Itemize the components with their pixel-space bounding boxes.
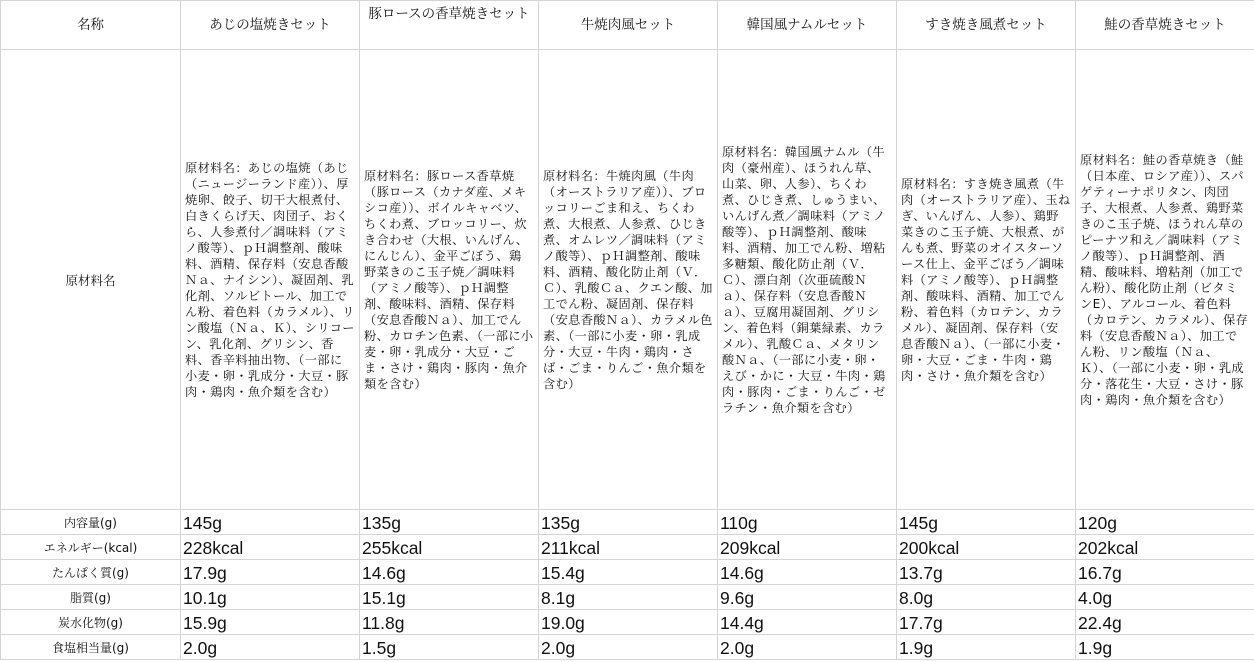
nutrition-row-protein [1,560,1254,585]
nutrient-value: 1.9g [897,635,1076,660]
ingredients-cell: 原材料名：あじの塩焼（あじ（ニュージーランド産））、厚焼卵、餃子、切干大根煮付、白きくらげ天、肉団子、おくら、人参煮付／調味料（アミノ酸等）、ｐＨ調整剤、酸味料、酒精、保存料（安息香酸Ｎａ、ナイシン）、凝固剤、乳化剤、ソルビトール、加工でん粉、着色料（カラメル）、リン酸塩（Ｎａ、Ｋ）、シリコーン、乳化剤、グリシン、香料、香辛料抽出物、（一部に小麦・卵・乳成分・大豆・豚肉・鶏肉・魚介類を含む） [181,50,360,510]
nutrient-value: 2.0g [539,635,718,660]
header-row [1,1,1254,50]
nutrient-value: 1.5g [360,635,539,660]
ingredients-label: 原材料名 [1,50,181,510]
nutrient-value: 14.6g [718,560,897,585]
nutrient-value: 110g [718,510,897,535]
nutrient-value: 202kcal [1076,535,1254,560]
product-name: 豚ロースの香草焼きセット [360,1,539,50]
nutrient-value: 2.0g [718,635,897,660]
nutrient-value: 135g [539,510,718,535]
nutrient-value: 145g [181,510,360,535]
nutrition-row-content [1,510,1254,535]
product-name: すき焼き風煮セット [897,1,1076,50]
nutrient-value: 17.9g [181,560,360,585]
nutrient-value: 11.8g [360,610,539,635]
nutrition-row-fat [1,585,1254,610]
nutrient-value: 211kcal [539,535,718,560]
nutrient-value: 15.4g [539,560,718,585]
nutrient-value: 135g [360,510,539,535]
nutrient-value: 19.0g [539,610,718,635]
product-name: あじの塩焼きセット [181,1,360,50]
nutrient-label: 脂質(g) [1,585,181,610]
nutrient-value: 145g [897,510,1076,535]
nutrient-value: 120g [1076,510,1254,535]
product-name: 牛焼肉風セット [539,1,718,50]
nutrition-row-salt [1,635,1254,660]
nutrient-value: 209kcal [718,535,897,560]
header-label: 名称 [1,1,181,50]
ingredients-row [1,50,1254,510]
nutrient-value: 17.7g [897,610,1076,635]
nutrient-value: 2.0g [181,635,360,660]
nutrient-value: 8.1g [539,585,718,610]
nutrient-value: 8.0g [897,585,1076,610]
nutrient-label: エネルギー(kcal) [1,535,181,560]
nutrient-value: 255kcal [360,535,539,560]
nutrient-label: 炭水化物(g) [1,610,181,635]
nutrient-label: 内容量(g) [1,510,181,535]
nutrient-value: 13.7g [897,560,1076,585]
product-name: 鮭の香草焼きセット [1076,1,1254,50]
ingredients-cell: 原材料名：豚ロース香草焼（豚ロース（カナダ産、メキシコ産））、ボイルキャベツ、ちくわ煮、ブロッコリー、炊き合わせ（大根、いんげん、にんじん）、金平ごぼう、鶏野菜きのこ玉子焼／調味料（アミノ酸等）、ｐＨ調整剤、酸味料、酒精、保存料（安息香酸Ｎａ）、加工でん粉、カロチン色素、（一部に小麦・卵・乳成分・大豆・ごま・さけ・鶏肉・豚肉・魚介類を含む） [360,50,539,510]
nutrient-value: 1.9g [1076,635,1254,660]
product-name: 韓国風ナムルセット [718,1,897,50]
nutrient-label: 食塩相当量(g) [1,635,181,660]
nutrient-value: 10.1g [181,585,360,610]
ingredients-cell: 原材料名：韓国風ナムル（牛肉（豪州産）、ほうれん草、山菜、卵、人参）、ちくわ煮、ひじき煮、しゅうまい、いんげん煮／調味料（アミノ酸等）、ｐＨ調整剤、酸味料、酒精、加工でん粉、増粘多糖類、酸化防止剤（Ｖ．Ｃ）、漂白剤（次亜硫酸Ｎａ）、保存料（安息香酸Ｎａ）、豆腐用凝固剤、グリシン、着色料（銅葉緑素、カラメル）、乳酸Ｃａ、メタリン酸Ｎａ、（一部に小麦・卵・えび・かに・大豆・牛肉・鶏肉・豚肉・ごま・りんご・ゼラチン・魚介類を含む） [718,50,897,510]
ingredients-cell: 原材料名：牛焼肉風（牛肉（オーストラリア産））、ブロッコリーごま和え、ちくわ煮、大根煮、人参煮、ひじき煮、オムレツ／調味料（アミノ酸等）、ｐＨ調整剤、酸味料、酒精、酸化防止剤（Ｖ．Ｃ）、乳酸Ｃａ、クエン酸、加工でん粉、凝固剤、保存料（安息香酸Ｎａ）、カラメル色素、（一部に小麦・卵・乳成分・大豆・牛肉・鶏肉・さば・ごま・りんご・魚介類を含む） [539,50,718,510]
nutrient-value: 228kcal [181,535,360,560]
nutrient-value: 14.6g [360,560,539,585]
nutrient-value: 16.7g [1076,560,1254,585]
nutrient-label: たんぱく質(g) [1,560,181,585]
nutrition-row-carbohydrate [1,610,1254,635]
nutrient-value: 15.1g [360,585,539,610]
nutrient-value: 15.9g [181,610,360,635]
ingredients-cell: 原材料名：鮭の香草焼き（鮭（日本産、ロシア産））、スパゲティーナポリタン、肉団子、大根煮、人参煮、鶏野菜きのこ玉子焼、ほうれん草のピーナツ和え／調味料（アミノ酸等）、ｐＨ調整剤、酒精、酸味料、増粘剤（加工でん粉）、酸化防止剤（ビタミンE）、アルコール、着色料（カロテン、カラメル）、保存料（安息香酸Ｎａ）、加工でん粉、リン酸塩（Ｎａ、Ｋ）、（一部に小麦・卵・乳成分・落花生・大豆・さけ・豚肉・鶏肉・魚介類を含む） [1076,50,1254,510]
nutrient-value: 4.0g [1076,585,1254,610]
nutrition-row-energy [1,535,1254,560]
ingredients-cell: 原材料名：すき焼き風煮（牛肉（オーストラリア産）、玉ねぎ、いんげん、人参）、鶏野菜きのこ玉子焼、大根煮、がんも煮、野菜のオイスターソース仕上、金平ごぼう／調味料（アミノ酸等）、ｐＨ調整剤、酸味料、酒精、加工でん粉、着色料（カロテン、カラメル）、凝固剤、保存料（安息香酸Ｎａ）、（一部に小麦・卵・大豆・ごま・牛肉・鶏肉・さけ・魚介類を含む） [897,50,1076,510]
nutrient-value: 14.4g [718,610,897,635]
nutrient-value: 22.4g [1076,610,1254,635]
nutrient-value: 200kcal [897,535,1076,560]
nutrient-value: 9.6g [718,585,897,610]
